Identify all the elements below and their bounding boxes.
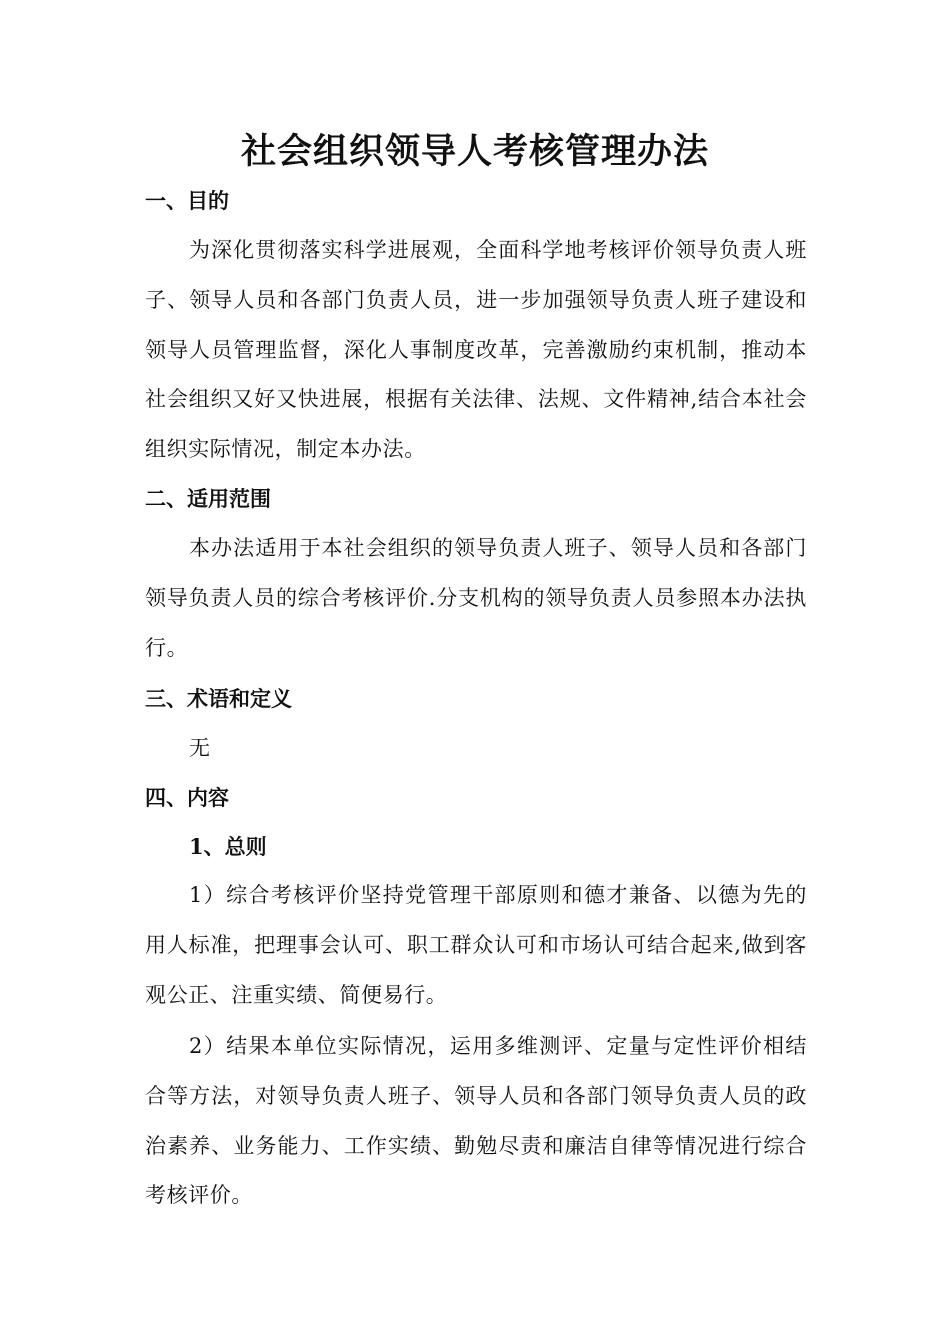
section-heading-purpose: 一、目的 bbox=[145, 188, 229, 213]
content-item-2: 2）结果本单位实际情况，运用多维测评、定量与定性评价相结合等方法，对领导负责人班子、领导人员和各部门领导负责人员的政治素养、业务能力、工作实绩、勤勉尽责和廉洁自律等情况进行综合考核评价。 bbox=[145, 1034, 807, 1208]
subsection-heading-general: 1、总则 bbox=[189, 834, 267, 859]
section-heading-content: 四、内容 bbox=[145, 785, 229, 810]
document-title: 社会组织领导人考核管理办法 bbox=[240, 131, 709, 172]
section-heading-terms: 三、术语和定义 bbox=[145, 686, 292, 711]
section-heading-scope: 二、适用范围 bbox=[145, 486, 271, 511]
section-paragraph-terms: 无 bbox=[189, 736, 210, 760]
content-item-1: 1）综合考核评价坚持党管理干部原则和德才兼备、以德为先的用人标准，把理事会认可、职工群众认可和市场认可结合起来,做到客观公正、注重实绩、简便易行。 bbox=[145, 883, 807, 1007]
section-paragraph-purpose: 为深化贯彻落实科学进展观，全面科学地考核评价领导负责人班子、领导人员和各部门负责人员，进一步加强领导负责人班子建设和领导人员管理监督，深化人事制度改革，完善激励约束机制，推动本社会组织又好又快进展，根据有关法律、法规、文件精神,结合本社会组织实际情况，制定本办法。 bbox=[145, 238, 807, 462]
section-paragraph-scope: 本办法适用于本社会组织的领导负责人班子、领导人员和各部门领导负责人员的综合考核评价.分支机构的领导负责人员参照本办法执行。 bbox=[145, 536, 807, 660]
